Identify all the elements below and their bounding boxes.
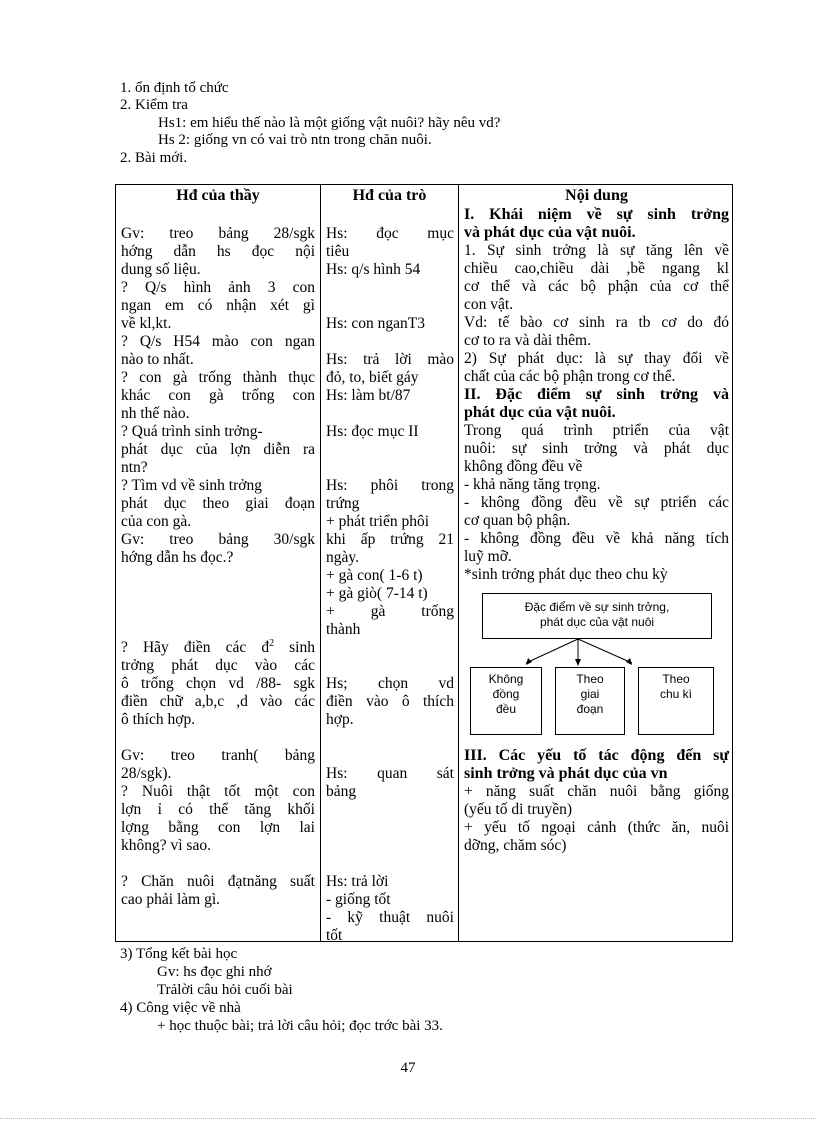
growth-diagram bbox=[466, 587, 734, 747]
text-line: Hs: q/s hình 54 bbox=[326, 261, 421, 278]
student-activities bbox=[326, 315, 454, 333]
text-line: ô thích hợp. bbox=[121, 711, 196, 728]
text-line: Hs: trả lời mào bbox=[326, 351, 454, 368]
column-divider bbox=[320, 185, 321, 941]
text-line: về kl,kt. bbox=[121, 315, 172, 332]
lesson-table bbox=[115, 184, 733, 942]
text-line: trứng bbox=[326, 495, 360, 512]
text-line: luỹ mỡ. bbox=[464, 548, 512, 565]
intro-line-3: Hs1: em hiểu thế nào là một giống vật nuôi? hãy nêu vd? bbox=[158, 115, 501, 131]
text-line: chiều cao,chiều dài ,bề ngang kl bbox=[464, 260, 729, 277]
student-activities bbox=[326, 225, 454, 279]
superscript: 2 bbox=[269, 637, 275, 649]
content-part-3 bbox=[464, 747, 729, 855]
summary-line-3: Trảlời câu hỏi cuối bài bbox=[157, 982, 293, 998]
text-line: Hs; chọn vd bbox=[326, 675, 454, 692]
diagram-root-line: Đặc điểm về sự sinh trởng, bbox=[524, 600, 670, 614]
text-line: + năng suất chăn nuôi bằng giống bbox=[464, 783, 729, 800]
text-line: - kỹ thuật nuôi bbox=[326, 909, 454, 926]
text-line: - khả năng tăng trọng. bbox=[464, 476, 601, 493]
text-line: + gà con( 1-6 t) bbox=[326, 567, 423, 584]
text-line: không? vì sao. bbox=[121, 837, 211, 854]
teacher-activities-3 bbox=[121, 747, 315, 855]
text-line: ? Nuôi thật tốt một con bbox=[121, 783, 315, 800]
intro-line-2: 2. Kiểm tra bbox=[120, 97, 188, 113]
text-line: lợng bằng con lợn lai bbox=[121, 819, 315, 836]
text-line: 28/sgk). bbox=[121, 765, 172, 782]
text-line: ô trống chọn vd /88- sgk bbox=[121, 675, 315, 692]
text-part: ? Hãy điền các đ bbox=[121, 639, 270, 656]
summary-line-5: + học thuộc bài; trả lời câu hỏi; đọc trớc bài 33. bbox=[157, 1018, 443, 1034]
text-line: tốt bbox=[326, 927, 343, 944]
student-activities bbox=[326, 873, 454, 945]
teacher-activities-2 bbox=[121, 639, 315, 729]
intro-line-5: 2. Bài mới. bbox=[120, 150, 188, 166]
text-line: ? Quá trình sinh trởng- bbox=[121, 423, 263, 440]
text-line: dỡng, chăm sóc) bbox=[464, 837, 567, 854]
text-line: ? con gà trống thành thục bbox=[121, 369, 315, 386]
box-line: giai bbox=[580, 687, 600, 701]
teacher-activities-4 bbox=[121, 873, 315, 909]
text-line: thành bbox=[326, 621, 361, 638]
text-line: + phát triển phôi bbox=[326, 513, 430, 530]
section-title: II. Đặc điểm sự sinh trởng và bbox=[464, 386, 729, 403]
student-activities bbox=[326, 675, 454, 729]
text-line: Hs: đọc mục II bbox=[326, 423, 419, 440]
summary-line-1: 3) Tổng kết bài học bbox=[120, 946, 238, 962]
section-title: và phát dục của vật nuôi. bbox=[464, 224, 636, 241]
col3-header: Nội dung bbox=[565, 187, 628, 204]
diagram-root-line: phát dục của vật nuôi bbox=[539, 615, 655, 629]
text-line: nào to nhất. bbox=[121, 351, 194, 368]
student-activities bbox=[326, 477, 454, 639]
text-line: dung số liệu. bbox=[121, 261, 201, 278]
text-line: khi ấp trứng 21 bbox=[326, 531, 454, 548]
text-line: *sinh trởng phát dục theo chu kỳ bbox=[464, 566, 668, 583]
text-line: Hs: làm bt/87 bbox=[326, 387, 411, 404]
text-line: ngày. bbox=[326, 549, 359, 566]
summary-line-4: 4) Công việc về nhà bbox=[120, 1000, 241, 1016]
text-line: ngan em có nhận xét gì bbox=[121, 297, 315, 314]
section-title: phát dục của vật nuôi. bbox=[464, 404, 616, 421]
box-line: Không bbox=[488, 672, 524, 686]
text-line: cao phải làm gì. bbox=[121, 891, 220, 908]
section-title: III. Các yếu tố tác động đến sự bbox=[464, 747, 729, 764]
text-line: điền vào ô thích bbox=[326, 693, 454, 710]
student-activities bbox=[326, 351, 454, 405]
intro-line-4: Hs 2: giống vn có vai trò ntn trong chăn nuôi. bbox=[158, 132, 432, 148]
text-line: nh thế nào. bbox=[121, 405, 190, 422]
text-line: cơ thể và các bộ phận của cơ thể bbox=[464, 278, 729, 295]
text-line: - giống tốt bbox=[326, 891, 391, 908]
box-line: đều bbox=[495, 702, 517, 716]
section-title: I. Khái niệm về sự sinh trởng bbox=[464, 206, 729, 223]
intro-line-1: 1. ổn định tổ chức bbox=[120, 80, 229, 96]
text-part: sinh bbox=[274, 639, 315, 656]
text-line: hớng dẫn hs đọc nội bbox=[121, 243, 315, 260]
text-line: Hs: trả lời bbox=[326, 873, 389, 890]
diagram-box-stage bbox=[555, 667, 625, 735]
summary-line-2: Gv: hs đọc ghi nhớ bbox=[157, 964, 272, 980]
section-title: sinh trởng và phát dục của vn bbox=[464, 765, 668, 782]
text-line: Gv: treo bảng 28/sgk bbox=[121, 225, 315, 242]
text-line: Gv: treo tranh( bảng bbox=[121, 747, 315, 764]
content-part-1 bbox=[464, 206, 729, 584]
diagram-box-cycle bbox=[638, 667, 714, 735]
text-line: + gà giò( 7-14 t) bbox=[326, 585, 428, 602]
teacher-activities bbox=[121, 225, 315, 567]
text-line: (yếu tố di truyền) bbox=[464, 801, 573, 818]
text-line: con vật. bbox=[464, 296, 514, 313]
page-edge bbox=[0, 1118, 816, 1119]
text-line: ? Tìm vd về sinh trởng bbox=[121, 477, 262, 494]
box-line: Theo bbox=[662, 672, 690, 686]
text-line: Vd: tế bào cơ sinh ra tb cơ do đó bbox=[464, 314, 729, 331]
text-line: - không đồng đều về khả năng tích bbox=[464, 530, 729, 547]
text-line: hợp. bbox=[326, 711, 354, 728]
text-line: trởng phát dục vào các bbox=[121, 657, 315, 674]
text-line: cơ quan bộ phận. bbox=[464, 512, 571, 529]
column-divider bbox=[458, 185, 459, 941]
box-line: đoạn bbox=[576, 702, 604, 716]
text-line: - không đồng đều về sự ptriển các bbox=[464, 494, 729, 511]
box-line: chu kì bbox=[659, 687, 692, 701]
text-line: Hs: phôi trong bbox=[326, 477, 454, 494]
text-line: đỏ, to, biết gáy bbox=[326, 369, 419, 386]
text-line: ? Chăn nuôi đạtnăng suất bbox=[121, 873, 315, 890]
text-line: + yếu tố ngoại cảnh (thức ăn, nuôi bbox=[464, 819, 729, 836]
box-line: đồng bbox=[492, 687, 520, 701]
text-line: hớng dẫn hs đọc.? bbox=[121, 549, 234, 566]
text-line: của con gà. bbox=[121, 513, 192, 530]
text-line: khác con gà trống con bbox=[121, 387, 315, 404]
text-line bbox=[121, 639, 315, 657]
page-number: 47 bbox=[400, 1060, 416, 1076]
text-line: nuôi: sự sinh trởng và phát dục bbox=[464, 440, 729, 457]
text-line: Hs: quan sát bbox=[326, 765, 454, 782]
text-line: 1. Sự sinh trởng là sự tăng lên về bbox=[464, 242, 729, 259]
col2-header: Hđ của trò bbox=[352, 187, 427, 204]
text-line: tiêu bbox=[326, 243, 350, 260]
text-line: + gà trống bbox=[326, 603, 454, 620]
text-line: Gv: treo bảng 30/sgk bbox=[121, 531, 315, 548]
text-line: Hs: con nganT3 bbox=[326, 315, 426, 332]
text-line: bảng bbox=[326, 783, 357, 800]
student-activities bbox=[326, 423, 454, 441]
text-line: lợn ỉ có thể tăng khối bbox=[121, 801, 315, 818]
text-line: Hs: đọc mục bbox=[326, 225, 454, 242]
text-line: Trong quá trình ptriển của vật bbox=[464, 422, 729, 439]
text-line: phát dục theo giai đoạn bbox=[121, 495, 315, 512]
col1-header: Hđ của thầy bbox=[176, 187, 260, 204]
student-activities bbox=[326, 765, 454, 801]
text-line: không đồng đều về bbox=[464, 458, 583, 475]
text-line: chất của các bộ phận trong cơ thể. bbox=[464, 368, 676, 385]
box-line: Theo bbox=[576, 672, 604, 686]
text-line: cơ to ra và dài thêm. bbox=[464, 332, 591, 349]
text-line: điền chữ a,b,c ,d vào các bbox=[121, 693, 315, 710]
text-line: ? Q/s hình ảnh 3 con bbox=[121, 279, 315, 296]
text-line: 2) Sự phát dục: là sự thay đổi về bbox=[464, 350, 729, 367]
diagram-box-uneven bbox=[470, 667, 542, 735]
text-line: ? Q/s H54 mào con ngan bbox=[121, 333, 315, 350]
text-line: ntn? bbox=[121, 459, 148, 476]
text-line: phát dục của lợn diễn ra bbox=[121, 441, 315, 458]
